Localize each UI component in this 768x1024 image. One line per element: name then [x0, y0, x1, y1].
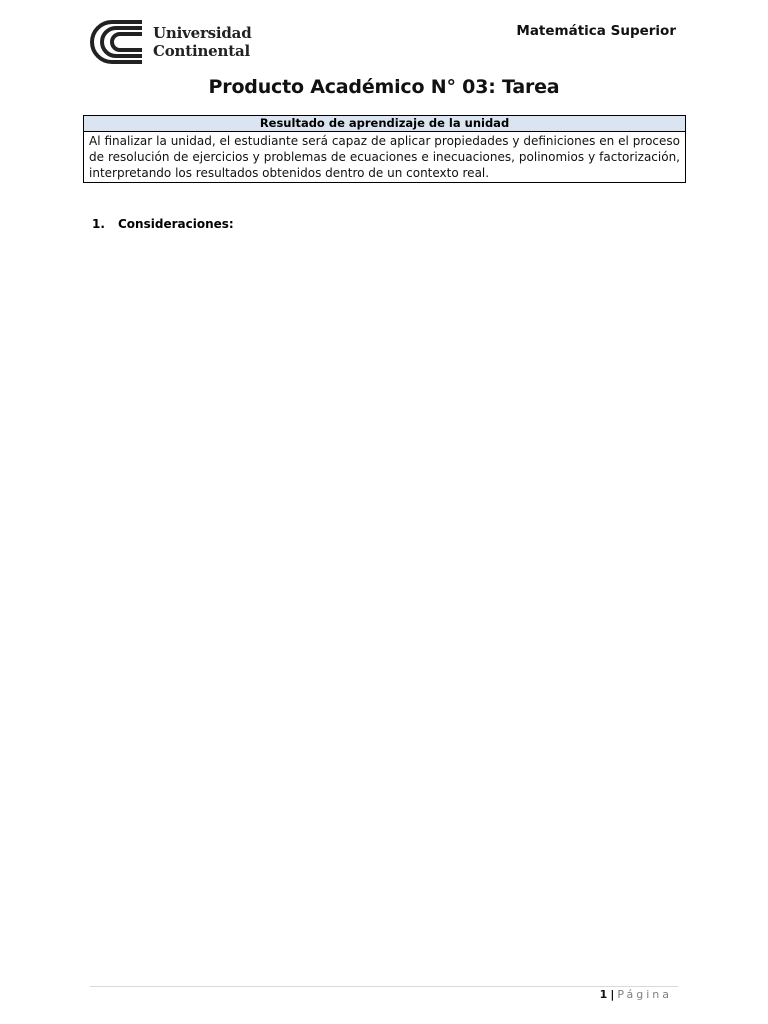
university-continental-logo-icon [86, 20, 146, 64]
section-title: Consideraciones: [118, 217, 234, 231]
page-number: 1 [599, 988, 608, 1001]
section-heading [92, 217, 234, 231]
header-subject: Matemática Superior [516, 23, 676, 39]
learning-outcome-table [83, 115, 686, 183]
page-label: Página [617, 988, 672, 1001]
page-footer [600, 988, 672, 1001]
document-title: Producto Académico N° 03: Tarea [208, 76, 560, 98]
logo-line-2: Continental [153, 42, 250, 60]
logo-text [153, 24, 252, 60]
logo-line-1: Universidad [153, 24, 252, 42]
footer-divider [90, 986, 678, 987]
learning-outcome-text: Al finalizar la unidad, el estudiante será capaz de aplicar propiedades y definiciones en el proceso de resolución de ejercicios y problemas de ecuaciones e inecuaciones, polinomios y factorización, interpretando los resultados obtenidos dentro de un contexto real. [89, 134, 680, 180]
university-logo [86, 20, 256, 64]
section-number: 1. [92, 217, 105, 231]
footer-separator: | [610, 988, 615, 1001]
learning-outcome-heading: Resultado de aprendizaje de la unidad [84, 116, 685, 132]
